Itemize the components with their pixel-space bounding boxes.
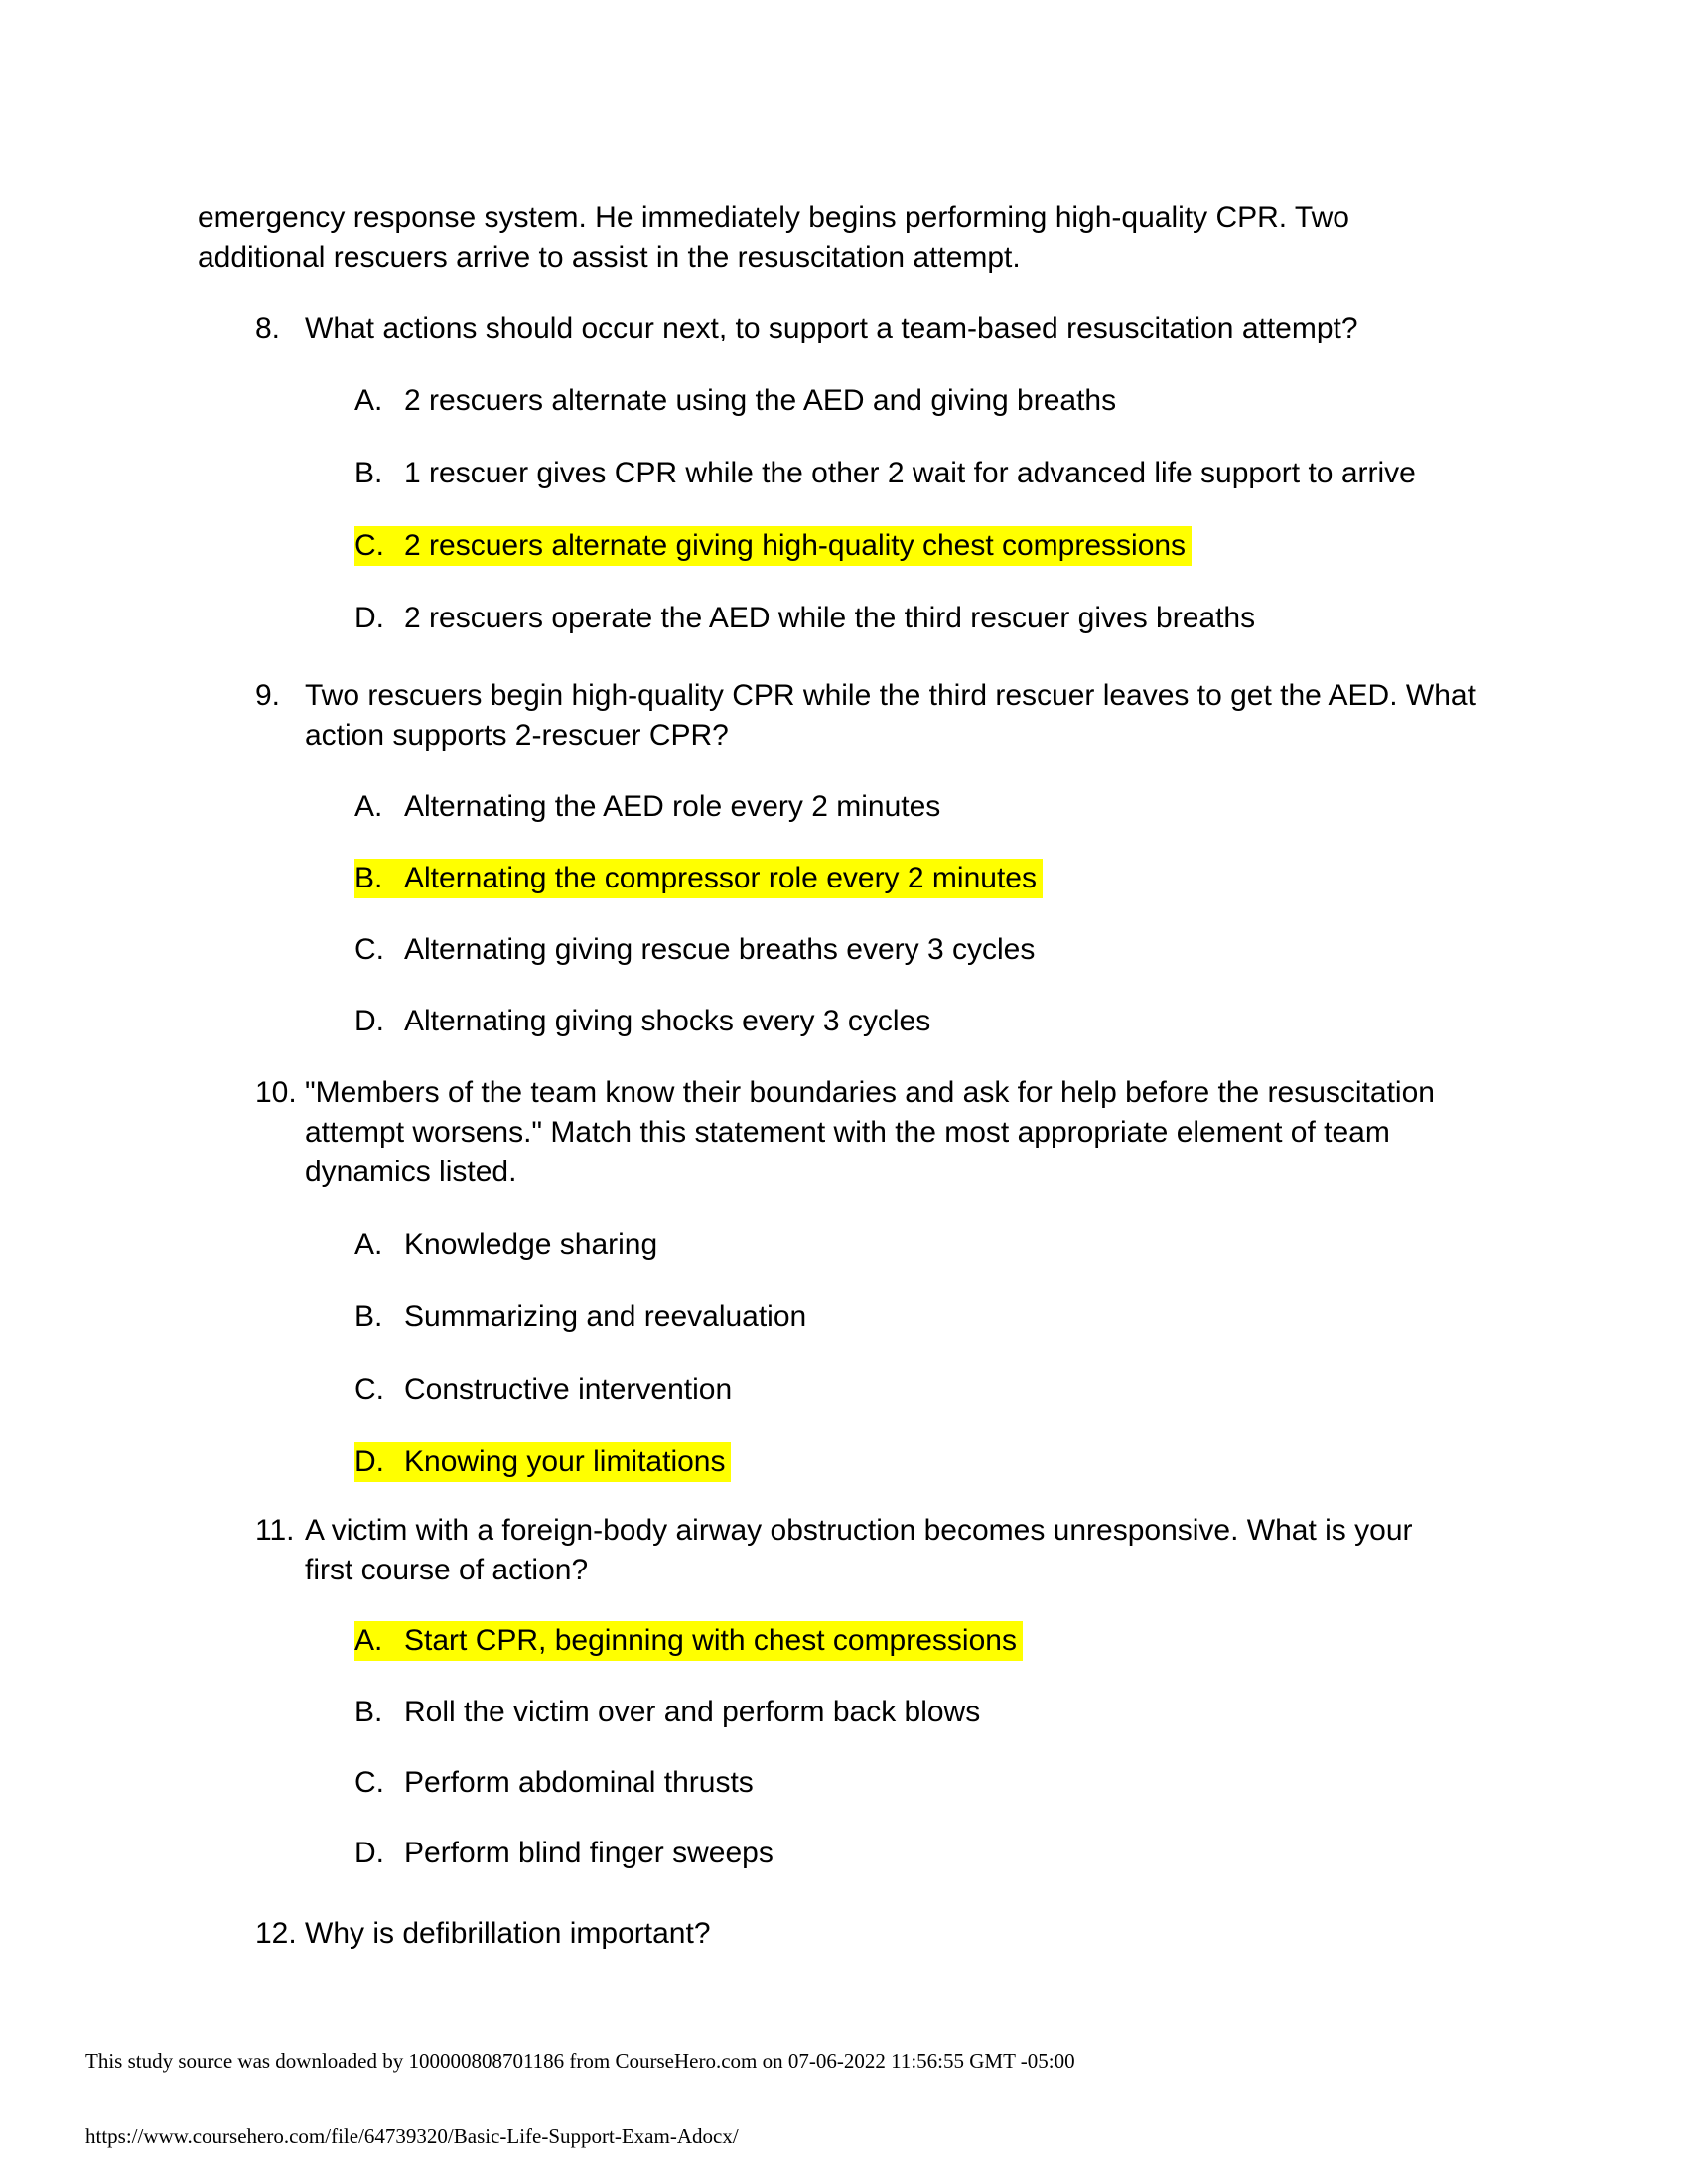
question-8-text: What actions should occur next, to support a team-based resuscitation attempt? bbox=[305, 312, 1358, 344]
question-8-option-a: A. 2 rescuers alternate using the AED and giving breaths bbox=[354, 384, 1117, 417]
download-note: This study source was downloaded by 100000808701186 from CourseHero.com on 07-06-2022 11:56:55 GMT -05:00 bbox=[85, 2049, 1075, 2073]
question-10-option-c: C. Constructive intervention bbox=[354, 1373, 733, 1406]
question-10-option-b: B. Summarizing and reevaluation bbox=[354, 1300, 807, 1333]
question-11-option-a-answer: A. Start CPR, beginning with chest compressions bbox=[354, 1621, 1023, 1661]
question-9-text-line-1: Two rescuers begin high-quality CPR while the third rescuer leaves to get the AED. What bbox=[305, 679, 1476, 712]
question-10-text-line-1: "Members of the team know their boundaries and ask for help before the resuscitation bbox=[305, 1076, 1435, 1109]
question-10-number: 10. bbox=[255, 1076, 297, 1109]
question-10-text-line-2: attempt worsens." Match this statement with the most appropriate element of team bbox=[305, 1116, 1390, 1149]
question-8-option-c-answer: C. 2 rescuers alternate giving high-quality chest compressions bbox=[354, 526, 1192, 566]
question-11-number: 11. bbox=[255, 1514, 295, 1547]
question-11-option-b: B. Roll the victim over and perform back blows bbox=[354, 1696, 981, 1728]
intro-line-2: additional rescuers arrive to assist in the resuscitation attempt. bbox=[198, 241, 1021, 274]
question-12-text: Why is defibrillation important? bbox=[305, 1917, 711, 1950]
question-8-option-b: B. 1 rescuer gives CPR while the other 2 wait for advanced life support to arrive bbox=[354, 457, 1416, 489]
question-11-option-d: D. Perform blind finger sweeps bbox=[354, 1837, 774, 1869]
question-9-option-c: C. Alternating giving rescue breaths every 3 cycles bbox=[354, 933, 1036, 966]
question-12-number: 12. bbox=[255, 1917, 297, 1950]
question-9-option-b-answer: B. Alternating the compressor role every 2 minutes bbox=[354, 859, 1043, 898]
question-9-option-a: A. Alternating the AED role every 2 minutes bbox=[354, 790, 941, 823]
source-url-link[interactable]: https://www.coursehero.com/file/64739320/Basic-Life-Support-Exam-Adocx/ bbox=[85, 2124, 739, 2148]
question-10-option-d-answer: D. Knowing your limitations bbox=[354, 1442, 731, 1482]
question-11-text-line-2: first course of action? bbox=[305, 1554, 589, 1586]
question-10-option-a: A. Knowledge sharing bbox=[354, 1228, 658, 1261]
question-11-text-line-1: A victim with a foreign-body airway obstruction becomes unresponsive. What is your bbox=[305, 1514, 1413, 1547]
question-9-number: 9. bbox=[255, 679, 281, 712]
question-9-text-line-2: action supports 2-rescuer CPR? bbox=[305, 719, 729, 751]
intro-line-1: emergency response system. He immediately begins performing high-quality CPR. Two bbox=[198, 202, 1349, 234]
question-11-option-c: C. Perform abdominal thrusts bbox=[354, 1766, 754, 1799]
question-8-option-d: D. 2 rescuers operate the AED while the third rescuer gives breaths bbox=[354, 602, 1256, 634]
question-9-option-d: D. Alternating giving shocks every 3 cycles bbox=[354, 1005, 931, 1037]
question-8-number: 8. bbox=[255, 312, 281, 344]
question-10-text-line-3: dynamics listed. bbox=[305, 1156, 517, 1188]
